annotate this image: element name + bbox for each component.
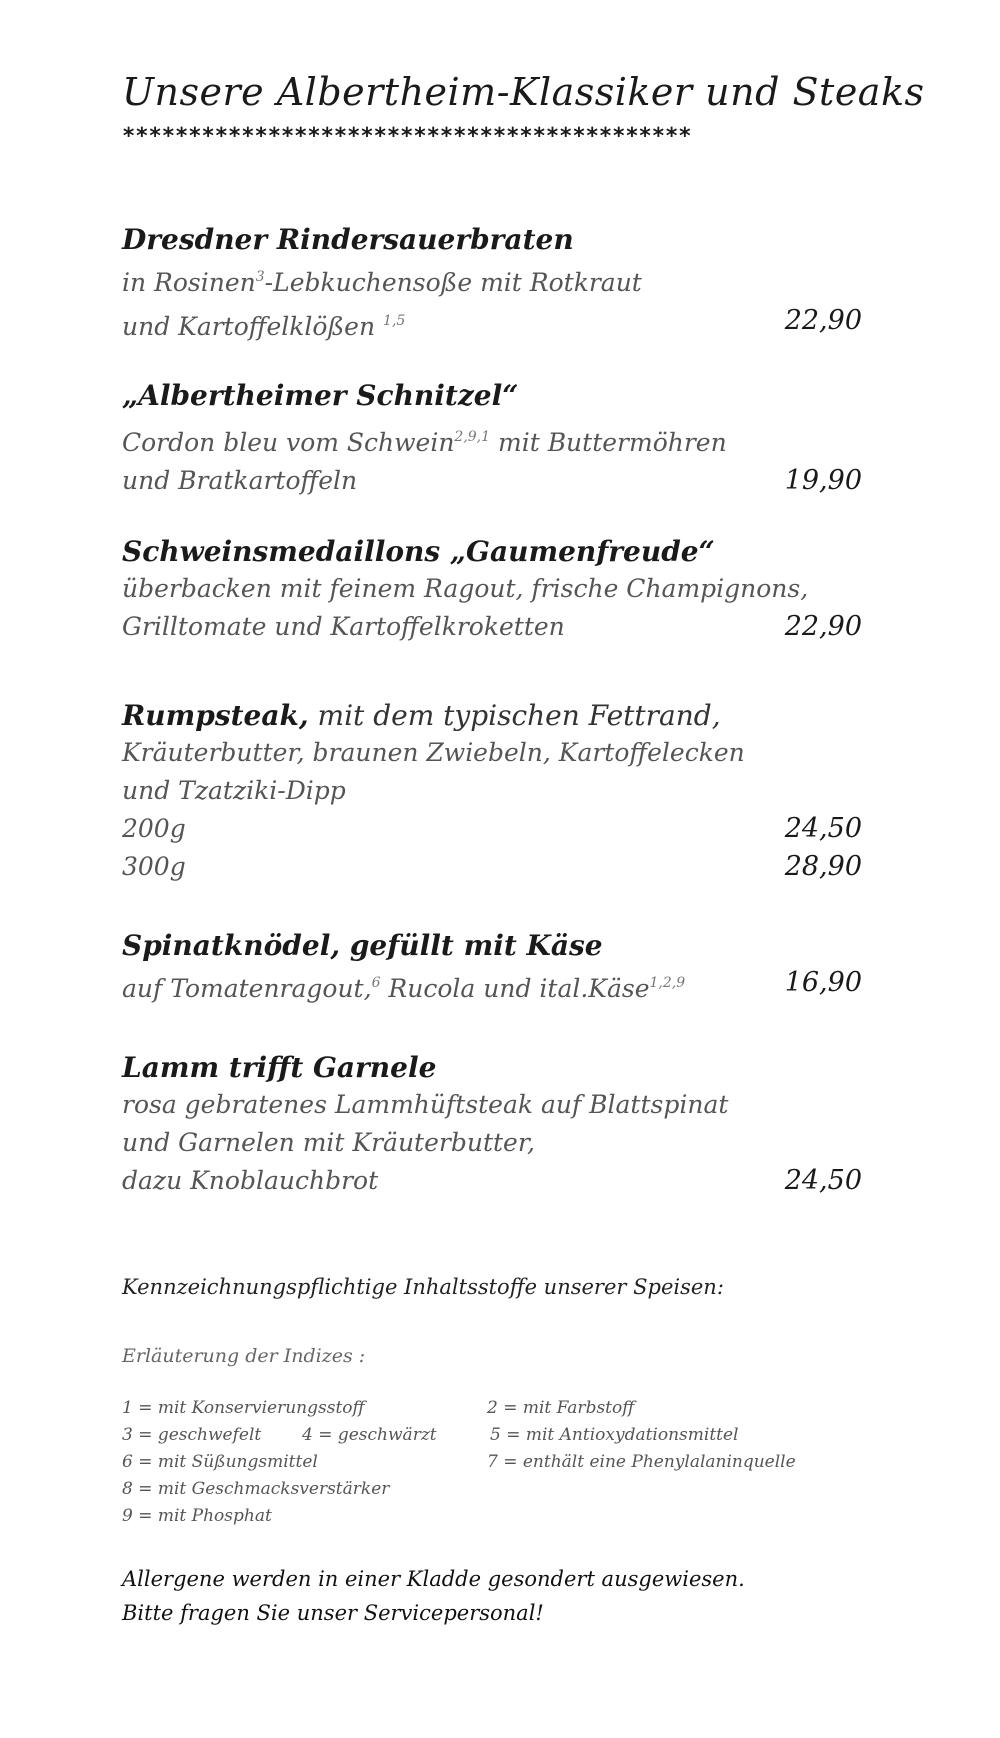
item-description-line: Grilltomate und Kartoffelkroketten 22,90: [122, 608, 872, 646]
legend-entry: 7 = enthält eine Phenylalaninquelle: [487, 1452, 796, 1472]
item-name: Schweinsmedaillons „Gaumenfreude“: [122, 535, 715, 568]
legend-entry: 2 = mit Farbstoff: [487, 1398, 635, 1418]
item-description-line: und Tzatziki-Dipp: [122, 776, 346, 805]
item-price: 24,50: [784, 813, 862, 844]
footer-line: Bitte fragen Sie unser Servicepersonal!: [122, 1601, 544, 1625]
allergen-legend: [122, 1398, 882, 1533]
item-price: 19,90: [784, 465, 862, 496]
item-description-line: und Bratkartoffeln 19,90: [122, 462, 872, 500]
menu-item: [122, 378, 872, 500]
menu-item: [122, 1050, 872, 1200]
item-name: Dresdner Rindersauerbraten: [122, 223, 574, 256]
menu-item: [122, 928, 872, 1008]
item-description-line: und Kartoffelklößen $^{1,5}$ 22,90: [122, 302, 872, 346]
item-option: 200g 24,50: [122, 810, 872, 848]
item-description-line: Cordon bleu vom Schwein$^{2,9,1}$ mit Buttermöhren: [122, 428, 727, 457]
page-title: Unsere Albertheim-Klassiker und Steaks: [122, 70, 925, 114]
legend-entry: 9 = mit Phosphat: [122, 1506, 272, 1526]
star-divider: *******************************************: [122, 124, 692, 149]
item-option: 300g 28,90: [122, 848, 872, 886]
footer-line: Allergene werden in einer Kladde gesondert ausgewiesen.: [122, 1567, 745, 1591]
item-description-line: in Rosinen$^3$-Lebkuchensoße mit Rotkraut: [122, 268, 642, 297]
item-price: 22,90: [784, 305, 862, 336]
item-name: „Albertheimer Schnitzel“: [122, 379, 519, 412]
legend-entry: 6 = mit Süßungsmittel: [122, 1452, 318, 1472]
item-name: Spinatknödel, gefüllt mit Käse: [122, 929, 603, 962]
item-price: 24,50: [784, 1165, 862, 1196]
item-description-line: rosa gebratenes Lammhüftsteak auf Blattspinat: [122, 1090, 729, 1119]
item-price: 16,90: [784, 967, 862, 998]
item-description-line: dazu Knoblauchbrot 24,50: [122, 1162, 872, 1200]
legend-entry: 4 = geschwärzt: [302, 1425, 437, 1445]
item-description-line: auf Tomatenragout,$^6$ Rucola und ital.Käse$^{1,2,9}$ 16,90: [122, 964, 872, 1008]
item-description-line: Kräuterbutter, braunen Zwiebeln, Kartoffelecken: [122, 738, 745, 767]
legend-entry: 1 = mit Konservierungsstoff: [122, 1398, 365, 1418]
item-name: Lamm trifft Garnele: [122, 1051, 437, 1084]
allergen-heading: Kennzeichnungspflichtige Inhaltsstoffe unserer Speisen:: [122, 1275, 724, 1299]
legend-entry: 5 = mit Antioxydationsmittel: [490, 1425, 739, 1445]
item-description-line: überbacken mit feinem Ragout, frische Champignons,: [122, 574, 809, 603]
item-description-line: und Garnelen mit Kräuterbutter,: [122, 1128, 535, 1157]
item-price: 28,90: [784, 851, 862, 882]
index-explanation: Erläuterung der Indizes :: [122, 1345, 366, 1367]
item-name: Rumpsteak, mit dem typischen Fettrand,: [122, 699, 721, 732]
item-price: 22,90: [784, 611, 862, 642]
legend-entry: 8 = mit Geschmacksverstärker: [122, 1479, 390, 1499]
menu-item: [122, 534, 872, 646]
menu-item: [122, 222, 872, 346]
menu-item: [122, 698, 872, 886]
allergen-footer-note: [122, 1562, 745, 1630]
legend-entry: 3 = geschwefelt: [122, 1425, 262, 1445]
